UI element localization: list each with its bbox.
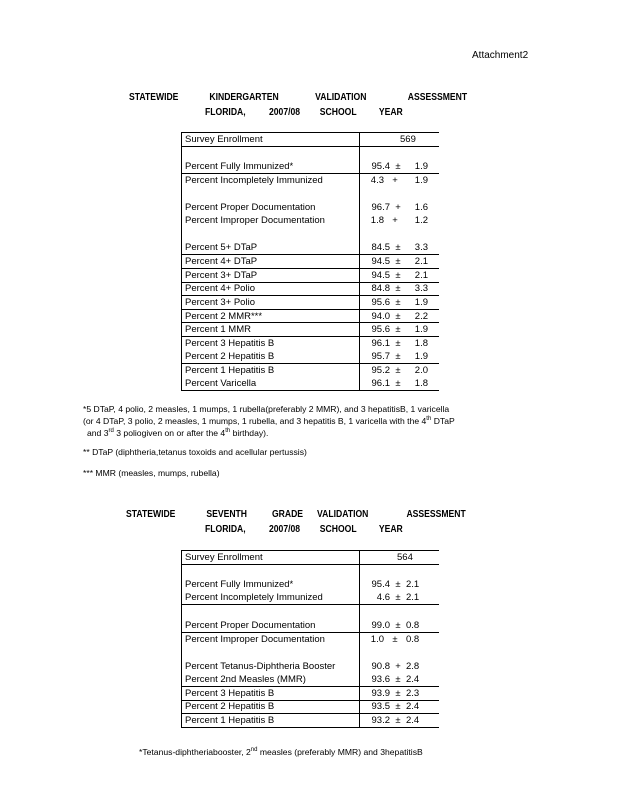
table-row xyxy=(182,241,439,255)
table-row xyxy=(182,173,439,187)
row-value: 96.1 ± 1.8 xyxy=(360,336,439,350)
k-title-word: FLORIDA, xyxy=(205,106,246,118)
s-title-word: STATEWIDE xyxy=(126,508,176,520)
row-label: Percent 4+ Polio xyxy=(182,282,360,296)
row-value: 93.5 ± 2.4 xyxy=(360,700,439,714)
row-label: Percent 2 Hepatitis B xyxy=(182,700,360,714)
row-label: Percent 1 MMR xyxy=(182,323,360,337)
k-title-word: KINDERGARTEN xyxy=(209,91,279,103)
table-row xyxy=(182,268,439,282)
table-row xyxy=(182,323,439,337)
s-title-word: ASSESSMENT xyxy=(406,508,466,520)
k-footnote-3: *** MMR (measles, mumps, rubella) xyxy=(83,468,220,478)
row-value: 94.5 ± 2.1 xyxy=(360,255,439,269)
row-label: Percent 2 MMR*** xyxy=(182,309,360,323)
row-value: 94.5 ± 2.1 xyxy=(360,268,439,282)
row-label: Percent 2nd Measles (MMR) xyxy=(182,673,360,687)
table-row xyxy=(182,200,439,214)
footnote-line: *5 DTaP, 4 polio, 2 measles, 1 mumps, 1 rubella(preferably 2 MMR), and 3 hepatitisB, 1 varicella xyxy=(83,404,450,414)
table-row xyxy=(182,309,439,323)
table-row xyxy=(182,336,439,350)
table-row xyxy=(182,255,439,269)
s-title-word: GRADE xyxy=(271,508,304,520)
footnote-line: (or 4 DTaP, 3 polio, 2 measles, 1 mumps, 1 rubella, and 3 hepatitis B, 1 varicella with the 4th DTaP xyxy=(83,416,455,426)
row-value: 4.6 ± 2.1 xyxy=(360,591,439,605)
row-value: 96.1 ± 1.8 xyxy=(360,377,439,391)
row-value: 84.8 ± 3.3 xyxy=(360,282,439,296)
kindergarten-table xyxy=(181,132,439,391)
table-row xyxy=(182,618,439,632)
table-row xyxy=(182,364,439,378)
row-value: 95.7 ± 1.9 xyxy=(360,350,439,364)
enroll-label: Survey Enrollment xyxy=(182,551,360,565)
table-row xyxy=(182,377,439,391)
k-title-word: 2007/08 xyxy=(268,106,301,118)
table-row xyxy=(182,578,439,592)
row-value: 95.4 ± 1.9 xyxy=(360,160,439,174)
table-row xyxy=(182,551,439,565)
table-row xyxy=(182,659,439,673)
table-row xyxy=(182,686,439,700)
row-label: Percent 3+ DTaP xyxy=(182,268,360,282)
row-value: 95.6 ± 1.9 xyxy=(360,323,439,337)
row-label: Percent 5+ DTaP xyxy=(182,241,360,255)
row-label: Percent Proper Documentation xyxy=(182,618,360,632)
row-label: Percent 1 Hepatitis B xyxy=(182,714,360,728)
row-value: 4.3 + 1.9 xyxy=(360,173,439,187)
table-row xyxy=(182,282,439,296)
row-label: Percent 3+ Polio xyxy=(182,296,360,310)
table-spacer xyxy=(182,605,439,619)
table-row xyxy=(182,214,439,228)
k-title-word: VALIDATION xyxy=(315,91,367,103)
table-row xyxy=(182,160,439,174)
row-value: 95.6 ± 1.9 xyxy=(360,296,439,310)
row-value: 93.2 ± 2.4 xyxy=(360,714,439,728)
enroll-label: Survey Enrollment xyxy=(182,133,360,147)
footnote-line: and 3rd 3 poliogiven on or after the 4th birthday). xyxy=(87,428,269,438)
row-label: Percent Fully Immunized* xyxy=(182,160,360,174)
s-title-word: VALIDATION xyxy=(317,508,369,520)
table-row xyxy=(182,673,439,687)
k-footnote-2: ** DTaP (diphtheria,tetanus toxoids and acellular pertussis) xyxy=(83,447,307,457)
row-label: Percent 4+ DTaP xyxy=(182,255,360,269)
row-label: Percent 1 Hepatitis B xyxy=(182,364,360,378)
attachment-label: Attachment2 xyxy=(472,50,529,61)
row-label: Percent 3 Hepatitis B xyxy=(182,336,360,350)
row-value: 99.0 ± 0.8 xyxy=(360,618,439,632)
s-title-word: FLORIDA, xyxy=(205,523,246,535)
table-row xyxy=(182,632,439,646)
s-title-word: 2007/08 xyxy=(268,523,301,535)
table-spacer xyxy=(182,146,439,160)
row-label: Percent Fully Immunized* xyxy=(182,578,360,592)
s-footnote: *Tetanus-diphtheriabooster, 2nd measles (preferably MMR) and 3hepatitisB xyxy=(139,747,423,757)
table-spacer xyxy=(182,228,439,242)
table-spacer xyxy=(182,646,439,660)
row-value: 95.2 ± 2.0 xyxy=(360,364,439,378)
row-label: Percent Improper Documentation xyxy=(182,632,360,646)
s-title-word: SCHOOL xyxy=(319,523,357,535)
row-value: 93.9 ± 2.3 xyxy=(360,686,439,700)
s-title-word: YEAR xyxy=(378,523,403,535)
row-value: 96.7 + 1.6 xyxy=(360,200,439,214)
table-row xyxy=(182,700,439,714)
row-value: 84.5 ± 3.3 xyxy=(360,241,439,255)
row-value: 93.6 ± 2.4 xyxy=(360,673,439,687)
row-value: 95.4 ± 2.1 xyxy=(360,578,439,592)
row-label: Percent 3 Hepatitis B xyxy=(182,686,360,700)
row-label: Percent 2 Hepatitis B xyxy=(182,350,360,364)
k-title-word: ASSESSMENT xyxy=(407,91,468,103)
k-title-word: STATEWIDE xyxy=(129,91,179,103)
row-label: Percent Proper Documentation xyxy=(182,200,360,214)
row-label: Percent Incompletely Immunized xyxy=(182,591,360,605)
table-row xyxy=(182,350,439,364)
table-row xyxy=(182,714,439,728)
row-value: 90.8 + 2.8 xyxy=(360,659,439,673)
table-spacer xyxy=(182,187,439,201)
row-label: Percent Improper Documentation xyxy=(182,214,360,228)
k-footnote-1 xyxy=(83,403,455,439)
row-label: Percent Tetanus-Diphtheria Booster xyxy=(182,659,360,673)
row-value: 94.0 ± 2.2 xyxy=(360,309,439,323)
table-row xyxy=(182,296,439,310)
s-title-word: SEVENTH xyxy=(206,508,248,520)
row-value: 1.8 + 1.2 xyxy=(360,214,439,228)
row-label: Percent Varicella xyxy=(182,377,360,391)
table-row xyxy=(182,133,439,147)
seventh-grade-table xyxy=(181,550,439,728)
k-title-word: YEAR xyxy=(378,106,403,118)
table-row xyxy=(182,591,439,605)
enroll-value: 564 xyxy=(360,551,439,565)
k-title-word: SCHOOL xyxy=(319,106,357,118)
enroll-value: 569 xyxy=(360,133,439,147)
row-value: 1.0 ± 0.8 xyxy=(360,632,439,646)
table-spacer xyxy=(182,564,439,578)
row-label: Percent Incompletely Immunized xyxy=(182,173,360,187)
